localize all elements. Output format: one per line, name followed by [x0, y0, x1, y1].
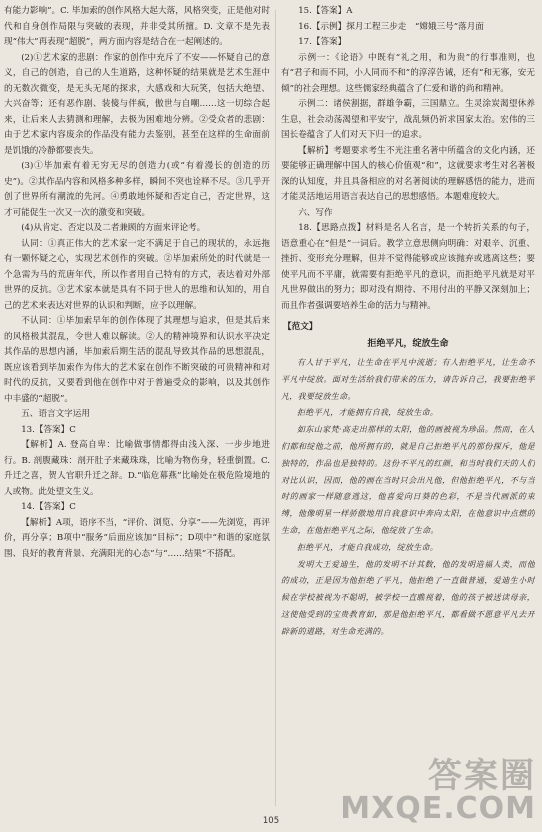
essay-para-5: 发明大王爱迪生，他的发明不计其数，他的发明造福人类，而他的成功，正是因为他拒绝了平凡，他拒绝了一直做普通，爱迪生小时候在学校被视为不聪明，被学校一直瞧视着，他的孩子被送读母亲，这使他受到的宝贵教育如，那是他拒绝平凡，都看做不愿意平凡去开辟新的道路，对生命充满的。 — [281, 559, 535, 636]
q17-answer: 17.【答案】 — [298, 37, 347, 47]
q17-example-2: 示例二：诸侯割据，群雄争霸，三国鼎立。生灵涂炭渴望休养生息，社会动荡渴望和平安宁，战乱频仍祈求国家太治。宏伟的三国长卷蕴含了人们对天下归一的追求。 — [281, 99, 535, 140]
agree-view: 认同：①真正伟大的艺术家一定不满足于自己的现状的，永远拖有一颗怀疑之心，实现艺术创作的突破。②毕加索所处的时代就是一个急需为马的荒唐年代，所以作者用自己特有的方式，表达着对外部世界的反抗。③艺术家本就是具有不同于世人的思维和认知的，用自己的艺术来表达对世界的认识和判断，应予以理解。 — [4, 238, 270, 311]
answer-3: (3)①毕加索有着无穷无尽的创造力(或“有着漫长的创造的历史”)。②其作品内容和风格多种多样，瞬间不突也诠释不尽。③几乎开创了世界所有潮流的先河。④勇敢地怀疑和否定自己，否定世界，这才可能促生一次又一次的激变和突破。 — [4, 161, 270, 218]
answer-4: (4)从肯定、否定以及二者兼顾的方面来评论考。 — [21, 223, 206, 233]
q15-answer: 15.【答案】A — [298, 6, 353, 16]
analysis-para-1: 有能力影响”。C. 毕加索的创作风格大起大落，风格突变，正是他对时代和自身创作局限与突破的表现，并非受其所擅。D. 文章不是先表现“伟大”再表现“超脱”，两方面内容是结合在一起阐述的。 — [4, 6, 270, 47]
left-column — [4, 4, 270, 808]
answer-2: (2)①艺术家的悲剧：作家的创作中充斥了不安——怀疑自己的意义，自己的创造，自己的人生道路，这种怀疑的结果就是艺术生涯中的无数次微变，是无头无尾的探求，大感戏和大玩笑，包括大绝望、大兴奋等；还有恶作剧、装傻与伴疯，傲世与自嘲……这一切综合起来，让后来人去猜测和理解，去极为困难地分辨。②受众者的悲剧：由于艺术家内容废余的作品没有能力去鉴别，甚至在这样的生命面前是饥饿的冷静都要丧失。 — [4, 52, 270, 156]
q16-example: 16.【示例】探月工程三步走 “嫦娥三号”落月面 — [298, 21, 484, 32]
essay-para-1: 有人甘于平凡，让生命在平凡中流逝；有人拒绝平凡，让生命不平凡中绽放。面对生活给我们带来的压力，请告诉自己，我要拒绝平凡，我要绽放生命。 — [281, 358, 535, 401]
page-number: 105 — [262, 816, 280, 826]
sample-essay-label: 【范文】 — [283, 322, 318, 332]
sample-essay — [281, 355, 535, 641]
disagree-view: 不认同：①毕加索早年的创作体现了其理想与追求，但是其后来的风格极其混乱，令世人难以解读。②人的精神境界和认识水平决定其作品的思想内涵，毕加索后期生活的混乱导致其作品的思想混乱，既应该看到毕加索作为伟大的艺术家在创作不断突破的可贵精神和对时代的反抗，又要看到他在创作中对于普遍受众的影响，以及其创作中丰盛的“超脱”。 — [4, 316, 270, 404]
q14-explanation: 【解析】A项，语序不当，“评价、浏览、分享”——先浏览，再评价，再分享；B项中“服务”后面应该加“目标”；D项中“和谐的家庭氛围、良好的教育背景、充满阳光的心态”与“……结果”不搭配。 — [4, 517, 270, 559]
essay-title: 拒绝平凡，绽放生命 — [367, 339, 449, 349]
section-6-heading: 六、写作 — [298, 207, 333, 218]
right-column — [281, 4, 535, 808]
section-5-heading: 五、语言文字运用 — [21, 409, 90, 419]
q13-answer: 13.【答案】C — [21, 424, 76, 435]
q14-answer: 14.【答案】C — [21, 502, 76, 512]
essay-para-4: 拒绝平凡，才能自我成功，绽放生命。 — [297, 542, 439, 552]
watermark-line-1: 答案圈 — [428, 756, 536, 796]
essay-para-2: 拒绝平凡，才能拥有自我，绽放生命。 — [297, 408, 439, 418]
essay-para-3: 如东山家梵·高走出那样的太阳，他的画被视为珍品。然而，在人们都和绽他之前，他所拥有的，就是自己拒绝平凡的那份探斥，他是独特的，作品也是独特的。这份不平凡的红颜，和当时我们天的人们对比认识，因而，他的画在当时只会出凡他，但他拒绝平凡，不与当时的画家一样随意逃这，他喜爱向日葵的色彩，不是当代画派的束缚，他像明星一样骄傲地用自我意识中奔向太阳，在他意识中点燃的生命，在他拒绝平凡之际，他绽放了生命。 — [281, 425, 535, 535]
q18-hint: 18.【思路点拨】材料是名人名言，是一个转折关系的句子，语意重心在“但是”一词后。教学立意思侧向明确：对艰辛、沉重、挫折、变形充分理解，但并不觉得能够或应该抛弃或逃离这些；要使平凡而不平庸，就需要有拒绝平凡的意识，而拒绝平凡就是对平凡世界做出的努力；即对没有期待、不用付出的平静又深刻加上；而且作者强调要培养生命的活力与精神。 — [281, 223, 535, 311]
q17-explanation: 【解析】考题要求考生不光注重名著中所蕴含的文化内涵，还要能够正确理解中国人的核心价值观“和”，这就要求考生对名著极深的认知度，并且具备相应的对名著阅读的理解感悟的能力，进而才能灵活地运用语言表达自己的思想感悟。本题难度较大。 — [281, 145, 535, 202]
watermark-line-2: MXQE.COM — [340, 791, 536, 826]
q17-example-1: 示例一：《论语》中既有“礼之用，和为贵”的行事准则，也有“君子和而不同，小人同而不和”的淳淳告诫，还有“和无寡，安无倾”的社会理想。这些儒家经典蕴含了仁爱和谐的尚和精神。 — [281, 52, 535, 94]
q13-explanation: 【解析】A. 登高自卑：比喻做事情都得由浅入深、一步步地进行。B. 剖腹藏珠：剖开肚子来藏珠珠，比喻为物伤身，轻重倒置。C. 升迁之喜，贺人官职升迁之辞。D.“临危幕燕”比喻处在极危险境地的人或物。此处望文生义。 — [4, 440, 270, 497]
column-divider — [275, 10, 276, 806]
